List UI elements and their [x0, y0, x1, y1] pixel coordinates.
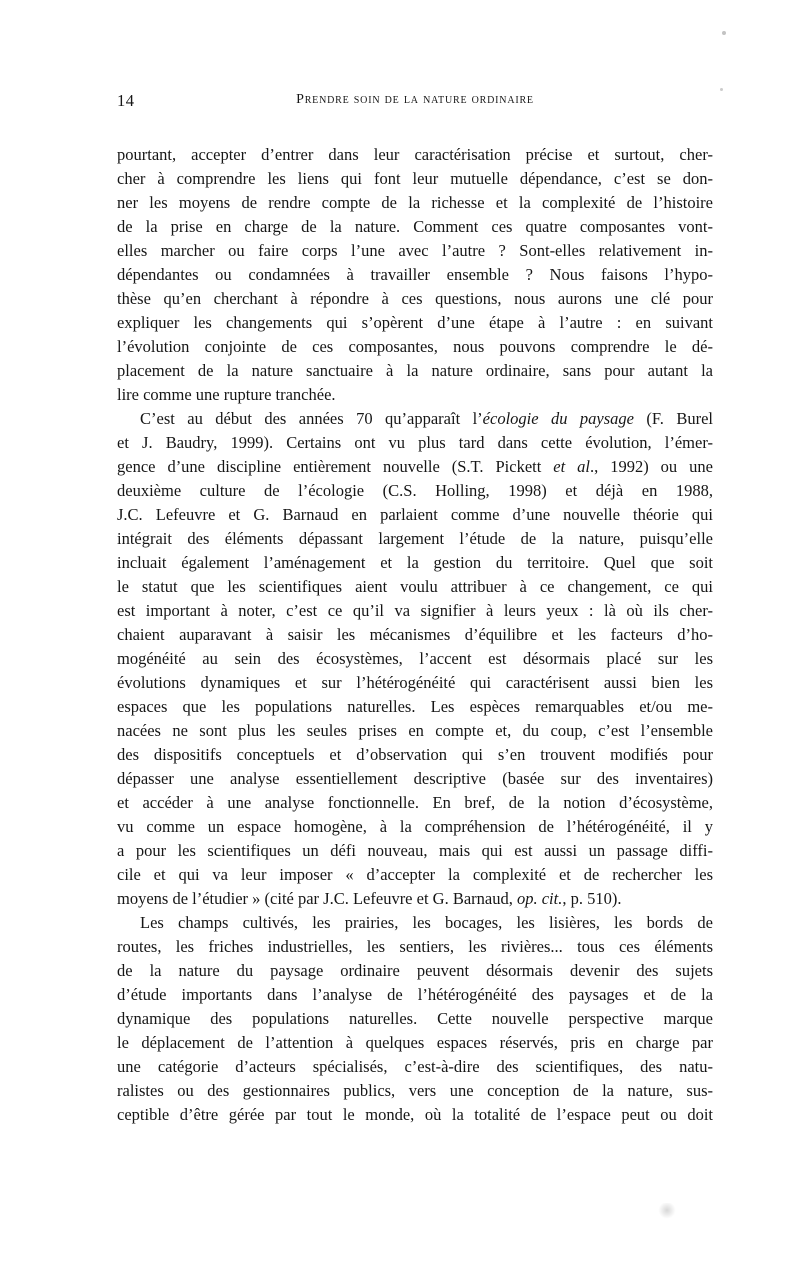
text-segment: (F. Burel — [634, 409, 713, 428]
text-segment: une catégorie d’acteurs spécialisés, c’est-à-dire des scientifiques, des natu- — [117, 1057, 713, 1076]
text-line — [117, 1007, 713, 1031]
text-segment: pourtant, accepter d’entrer dans leur caractérisation précise et surtout, cher- — [117, 145, 713, 164]
text-segment: a pour les scientifiques un défi nouveau, mais qui est aussi un passage diffi- — [117, 841, 713, 860]
text-segment: ralistes ou des gestionnaires publics, vers une conception de la nature, sus- — [117, 1081, 713, 1100]
text-segment: lire comme une rupture tranchée. — [117, 385, 336, 404]
text-line — [117, 1103, 713, 1127]
running-head: Prendre soin de la nature ordinaire — [296, 92, 534, 107]
text-line — [117, 479, 713, 503]
paragraph — [117, 143, 713, 407]
text-line — [117, 695, 713, 719]
text-line — [117, 527, 713, 551]
text-line — [117, 599, 713, 623]
text-segment: , p. 510). — [562, 889, 622, 908]
scan-smudge — [658, 1203, 676, 1219]
text-segment: nacées ne sont plus les seules prises en compte et, du coup, c’est l’ensemble — [117, 721, 713, 740]
italic-text: op. cit. — [516, 889, 563, 908]
text-line — [117, 575, 713, 599]
text-segment: d’étude importants dans l’analyse de l’hétérogénéité des paysages et de la — [117, 985, 713, 1004]
text-line — [117, 407, 713, 431]
text-segment: espaces que les populations naturelles. Les espèces remarquables et/ou me- — [117, 697, 713, 716]
text-line — [117, 191, 713, 215]
text-segment: placement de la nature sanctuaire à la nature ordinaire, sans pour autant la — [117, 361, 713, 380]
text-line — [117, 959, 713, 983]
text-segment: Les champs cultivés, les prairies, les bocages, les lisières, les bords de — [140, 913, 713, 932]
text-segment: est important à noter, c’est ce qu’il va signifier à leurs yeux : là où ils cher- — [117, 601, 713, 620]
text-segment: mogénéité au sein des écosystèmes, l’accent est désormais placé sur les — [117, 649, 713, 668]
text-line — [117, 431, 713, 455]
text-segment: vu comme un espace homogène, à la compréhension de l’hétérogénéité, il y — [117, 817, 713, 836]
body-text — [117, 143, 713, 1127]
paragraph — [117, 911, 713, 1127]
text-line — [117, 671, 713, 695]
text-segment: dépendantes ou condamnées à travailler ensemble ? Nous faisons l’hypo- — [117, 265, 713, 284]
text-segment: ., 1992) ou une — [590, 457, 713, 476]
italic-text: écologie du paysage — [482, 409, 634, 428]
text-line — [117, 935, 713, 959]
text-line — [117, 743, 713, 767]
text-segment: de la prise en charge de la nature. Comment ces quatre composantes vont- — [117, 217, 713, 236]
text-segment: chaient auparavant à saisir les mécanismes d’équilibre et les facteurs d’ho- — [117, 625, 713, 644]
text-line — [117, 239, 713, 263]
text-line — [117, 215, 713, 239]
paragraph — [117, 407, 713, 911]
text-line — [117, 767, 713, 791]
text-segment: intégrait des éléments dépassant largement l’étude de la nature, puisqu’elle — [117, 529, 713, 548]
text-segment: le déplacement de l’attention à quelques espaces réservés, pris en charge par — [117, 1033, 713, 1052]
text-line — [117, 1079, 713, 1103]
text-segment: cile et qui va leur imposer « d’accepter la complexité et de rechercher les — [117, 865, 713, 884]
text-segment: des dispositifs conceptuels et d’observation qui s’en trouvent modifiés pour — [117, 745, 713, 764]
text-segment: ner les moyens de rendre compte de la richesse et la complexité de l’histoire — [117, 193, 713, 212]
text-segment: dépasser une analyse essentiellement descriptive (basée sur des inventaires) — [117, 769, 713, 788]
text-line — [117, 887, 713, 911]
page-number: 14 — [117, 91, 135, 110]
scan-speck — [722, 31, 726, 35]
text-segment: J.C. Lefeuvre et G. Barnaud en parlaient comme d’une nouvelle théorie qui — [117, 505, 713, 524]
page-header — [117, 91, 713, 113]
text-segment: cher à comprendre les liens qui font leur mutuelle dépendance, c’est se don- — [117, 169, 713, 188]
text-line — [117, 791, 713, 815]
text-line — [117, 263, 713, 287]
text-line — [117, 167, 713, 191]
text-line — [117, 623, 713, 647]
text-segment: le statut que les scientifiques aient voulu attribuer à ce changement, ce qui — [117, 577, 713, 596]
text-line — [117, 335, 713, 359]
text-segment: de la nature du paysage ordinaire peuvent désormais devenir des sujets — [117, 961, 713, 980]
text-line — [117, 383, 713, 407]
text-segment: deuxième culture de l’écologie (C.S. Holling, 1998) et déjà en 1988, — [117, 481, 713, 500]
text-line — [117, 551, 713, 575]
text-segment: routes, les friches industrielles, les sentiers, les rivières... tous ces éléments — [117, 937, 713, 956]
text-line — [117, 911, 713, 935]
text-segment: moyens de l’étudier » (cité par J.C. Lefeuvre et G. Barnaud, — [117, 889, 517, 908]
text-segment: dynamique des populations naturelles. Cette nouvelle perspective marque — [117, 1009, 713, 1028]
text-segment: gence d’une discipline entièrement nouvelle (S.T. Pickett — [117, 457, 554, 476]
text-segment: l’évolution conjointe de ces composantes, nous pouvons comprendre le dé- — [117, 337, 713, 356]
text-line — [117, 455, 713, 479]
text-segment: C’est au début des années 70 qu’apparaît l’ — [140, 409, 483, 428]
text-line — [117, 287, 713, 311]
text-line — [117, 863, 713, 887]
text-line — [117, 983, 713, 1007]
text-line — [117, 719, 713, 743]
text-line — [117, 647, 713, 671]
text-line — [117, 1055, 713, 1079]
text-line — [117, 839, 713, 863]
text-line — [117, 503, 713, 527]
text-segment: expliquer les changements qui s’opèrent d’une étape à l’autre : en suivant — [117, 313, 713, 332]
text-line — [117, 815, 713, 839]
text-segment: incluait également l’aménagement et la gestion du territoire. Quel que soit — [117, 553, 713, 572]
text-segment: elles marcher ou faire corps l’une avec l’autre ? Sont-elles relativement in- — [117, 241, 713, 260]
text-line — [117, 311, 713, 335]
text-segment: et J. Baudry, 1999). Certains ont vu plus tard dans cette évolution, l’émer- — [117, 433, 713, 452]
text-segment: évolutions dynamiques et sur l’hétérogénéité qui caractérisent aussi bien les — [117, 673, 713, 692]
text-segment: et accéder à une analyse fonctionnelle. En bref, de la notion d’écosystème, — [117, 793, 713, 812]
scan-speck — [720, 88, 723, 91]
text-segment: thèse qu’en cherchant à répondre à ces questions, nous aurons une clé pour — [117, 289, 713, 308]
text-line — [117, 1031, 713, 1055]
text-segment: ceptible d’être gérée par tout le monde, où la totalité de l’espace peut ou doit — [117, 1105, 713, 1124]
italic-text: et al — [553, 457, 590, 476]
text-line — [117, 143, 713, 167]
text-line — [117, 359, 713, 383]
